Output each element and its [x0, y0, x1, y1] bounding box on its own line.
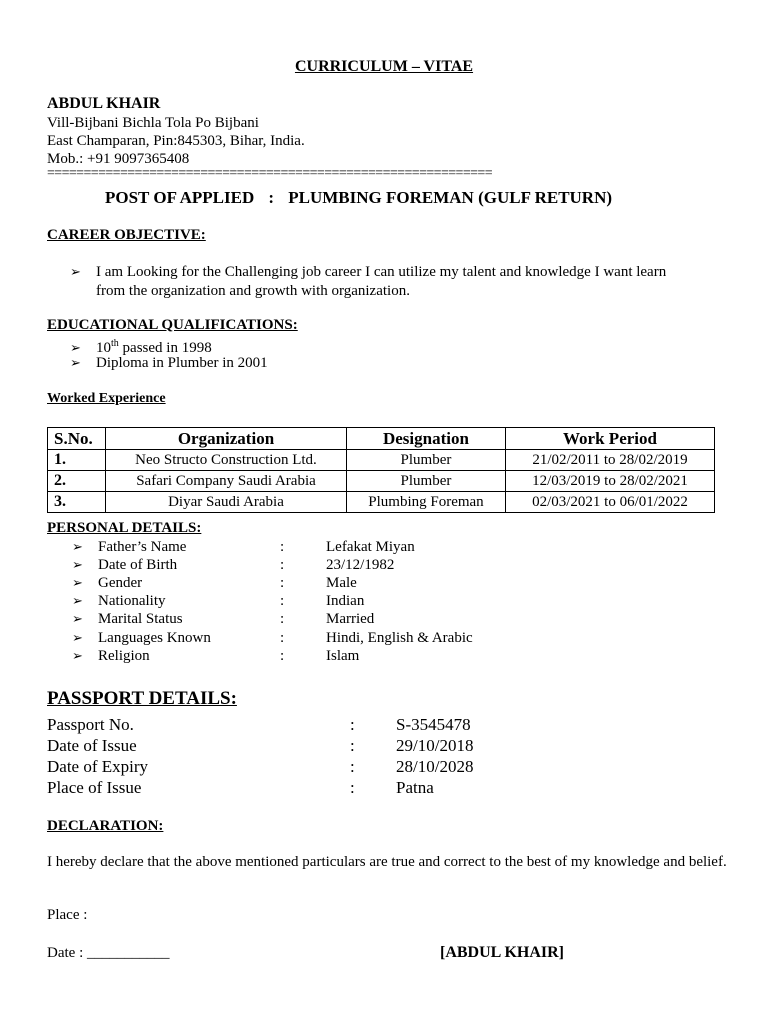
row-sno: 2.	[48, 471, 106, 492]
row-organization: Neo Structo Construction Ltd.	[106, 450, 347, 471]
detail-separator: :	[280, 557, 285, 573]
declaration-text: I hereby declare that the above mentioned particulars are true and correct to the best of my knowledge and belief.	[47, 854, 727, 870]
table-row	[48, 450, 715, 471]
detail-label: Gender	[98, 575, 143, 591]
career-objective-text-1: I am Looking for the Challenging job career I can utilize my talent and knowledge I want learn	[96, 264, 667, 280]
detail-label: Marital Status	[98, 611, 183, 627]
detail-label: Religion	[98, 648, 150, 664]
arrowhead-bullet-icon: ➢	[70, 355, 81, 370]
place-field: Place :	[47, 907, 88, 923]
document-title: CURRICULUM – VITAE	[294, 58, 474, 75]
table-row	[48, 471, 715, 492]
column-header-organization: Organization	[106, 428, 347, 450]
detail-label: Father’s Name	[98, 539, 187, 555]
arrowhead-bullet-icon: ➢	[72, 630, 83, 645]
arrowhead-bullet-icon: ➢	[72, 593, 83, 608]
education-item-2-text: Diploma in Plumber in 2001	[96, 355, 268, 371]
experience-table-header	[48, 428, 715, 450]
declaration-heading: DECLARATION:	[47, 818, 164, 834]
detail-separator: :	[350, 778, 355, 797]
row-work-period: 02/03/2021 to 06/01/2022	[505, 492, 714, 513]
career-objective-heading: CAREER OBJECTIVE:	[47, 227, 206, 243]
education-heading: EDUCATIONAL QUALIFICATIONS:	[47, 317, 298, 333]
applicant-name: ABDUL KHAIR	[47, 95, 161, 112]
detail-value: 28/10/2028	[396, 757, 474, 776]
arrowhead-bullet-icon: ➢	[72, 648, 83, 663]
detail-label: Date of Expiry	[47, 757, 149, 776]
detail-separator: :	[280, 575, 285, 591]
signature-name: [ABDUL KHAIR]	[440, 944, 565, 961]
detail-label: Date of Issue	[47, 736, 137, 755]
career-objective-line-2: from the organization and growth with organization.	[96, 283, 410, 299]
detail-separator: :	[280, 539, 285, 555]
education-item-2	[70, 354, 268, 372]
detail-value: 29/10/2018	[396, 736, 474, 755]
column-header-designation: Designation	[346, 428, 505, 450]
detail-label: Date of Birth	[98, 557, 178, 573]
detail-separator: :	[280, 593, 285, 609]
arrowhead-bullet-icon: ➢	[72, 611, 83, 626]
date-field: Date : ___________	[47, 945, 170, 961]
mobile-number: Mob.: +91 9097365408	[47, 151, 190, 167]
detail-separator: :	[350, 715, 355, 734]
detail-separator: :	[280, 648, 285, 664]
detail-value: Lefakat Miyan	[326, 539, 415, 555]
row-organization: Diyar Saudi Arabia	[106, 492, 347, 513]
address-line-1: Vill-Bijbani Bichla Tola Po Bijbani	[47, 115, 259, 131]
row-organization: Safari Company Saudi Arabia	[106, 471, 347, 492]
detail-separator: :	[280, 630, 285, 646]
passport-details-heading: PASSPORT DETAILS:	[47, 688, 237, 709]
detail-separator: :	[280, 611, 285, 627]
education-item-1-sup: th	[111, 338, 119, 349]
column-header-sno: S.No.	[48, 428, 106, 450]
row-designation: Plumbing Foreman	[346, 492, 505, 513]
detail-value: 23/12/1982	[326, 557, 395, 573]
table-row	[48, 492, 715, 513]
column-header-work-period: Work Period	[505, 428, 714, 450]
worked-experience-heading: Worked Experience	[47, 391, 166, 406]
detail-value: S-3545478	[396, 715, 471, 734]
arrowhead-bullet-icon: ➢	[70, 340, 81, 355]
detail-value: Patna	[396, 778, 434, 797]
arrowhead-bullet-icon: ➢	[72, 557, 83, 572]
address-line-2: East Champaran, Pin:845303, Bihar, India.	[47, 133, 305, 149]
personal-details-heading: PERSONAL DETAILS:	[47, 520, 202, 536]
arrowhead-bullet-icon: ➢	[72, 575, 83, 590]
education-item-1-text: passed in 1998	[118, 340, 212, 356]
post-applied	[105, 188, 612, 208]
detail-label: Languages Known	[98, 630, 211, 646]
detail-label: Passport No.	[47, 715, 134, 734]
experience-table	[47, 427, 715, 513]
row-work-period: 12/03/2019 to 28/02/2021	[505, 471, 714, 492]
row-designation: Plumber	[346, 471, 505, 492]
education-item-1-number: 10	[96, 340, 111, 356]
detail-value: Male	[326, 575, 357, 591]
row-designation: Plumber	[346, 450, 505, 471]
row-work-period: 21/02/2011 to 28/02/2019	[505, 450, 714, 471]
detail-value: Hindi, English & Arabic	[326, 630, 473, 646]
detail-separator: :	[350, 757, 355, 776]
detail-label: Nationality	[98, 593, 166, 609]
detail-value: Married	[326, 611, 375, 627]
post-applied-value: PLUMBING FOREMAN (GULF RETURN)	[288, 188, 613, 207]
detail-value: Islam	[326, 648, 360, 664]
detail-value: Indian	[326, 593, 365, 609]
row-sno: 1.	[48, 450, 106, 471]
arrowhead-bullet-icon: ➢	[70, 264, 81, 279]
arrowhead-bullet-icon: ➢	[72, 539, 83, 554]
post-applied-separator: :	[268, 188, 275, 207]
separator-rule: =============================================================	[47, 166, 493, 181]
detail-label: Place of Issue	[47, 778, 142, 797]
row-sno: 3.	[48, 492, 106, 513]
post-applied-label: POST OF APPLIED	[105, 188, 255, 207]
career-objective-line-1	[70, 263, 666, 281]
detail-separator: :	[350, 736, 355, 755]
